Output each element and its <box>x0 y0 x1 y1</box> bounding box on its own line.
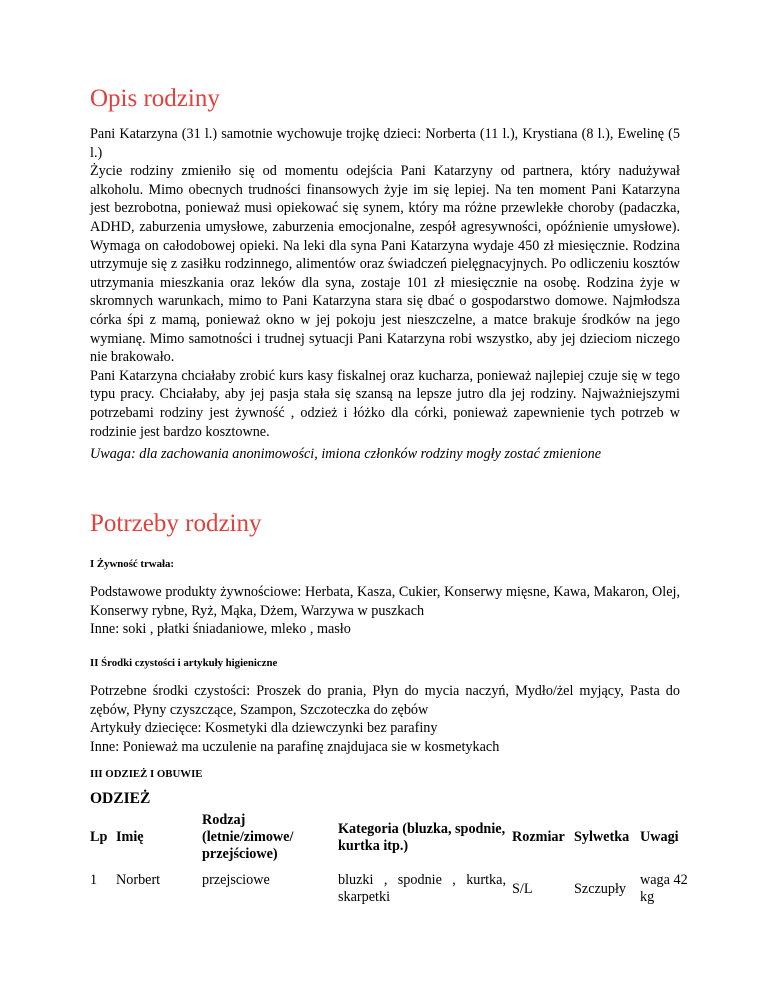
table-row <box>88 869 692 906</box>
clothing-table <box>88 812 692 906</box>
family-needs-heading: Potrzeby rodziny <box>90 510 262 537</box>
family-description <box>90 125 680 441</box>
hygiene-list <box>90 682 680 756</box>
column-header-type: Rodzaj (letnie/zimowe/ przejściowe) <box>202 812 294 862</box>
cell-figure: Szczupły <box>574 881 627 897</box>
hygiene-section-heading: II Środki czystości i artykuły higieniczne <box>90 657 278 669</box>
clothing-section-heading: III ODZIEŻ I OBUWIE <box>90 768 203 780</box>
column-header-figure: Sylwetka <box>574 829 630 845</box>
anonymity-note: Uwaga: dla zachowania anonimowości, imiona członków rodziny mogły zostać zmienione <box>90 446 601 462</box>
hygiene-children-items: Artykuły dziecięce: Kosmetyki dla dziewczynki bez parafiny <box>90 720 438 737</box>
description-paragraph: Pani Katarzyna (31 l.) samotnie wychowuje trojkę dzieci: Norberta (11 l.), Krystiana (8 l.), Ewelinę (5 l.) <box>90 126 680 161</box>
table-header-row <box>88 812 692 869</box>
column-header-category: Kategoria (bluzka, spodnie, kurtka itp.) <box>338 820 506 854</box>
cell-type: przejsciowe <box>202 872 270 888</box>
column-header-lp: Lp <box>90 829 108 845</box>
description-paragraph: Pani Katarzyna chciałaby zrobić kurs kasy fiskalnej oraz kucharza, ponieważ najlepiej czuje się w tego typu pracy. Chciałaby, aby jej pasja stała się szansą na lepsze jutro dla jej rodziny. Najważniejszymi potrzebami rodziny jest żywność , odzież i łóżko dla córki, ponieważ zapewnienie tych potrzeb w rodzinie jest bardzo kosztowne. <box>90 367 680 440</box>
description-paragraph: Życie rodziny zmieniło się od momentu odejścia Pani Katarzyny od partnera, który nadużywał alkoholu. Mimo obecnych trudności finansowych żyje im się lepiej. Na ten moment Pani Katarzyna jest bezrobotna, ponieważ musi opiekować się synem, który ma różne przewlekłe choroby (padaczka, ADHD, zaburzenia umysłowe, zaburzenia emocjonalne, zespół agresywności, opóźnienie umysłowe). Wymaga on całodobowej opieki. Na leki dla syna Pani Katarzyna wydaje 450 zł miesięcznie. Rodzina utrzymuje się z zasiłku rodzinnego, alimentów oraz świadczeń pielęgnacyjnych. Po odliczeniu kosztów utrzymania mieszkania oraz leków dla syna, zostaje 101 zł miesięcznie na osobę. Rodzina żyje w skromnych warunkach, mimo to Pani Katarzyna stara się dbać o gospodarstwo domowe. Najmłodsza córka śpi z mamą, ponieważ okno w jej pokoju jest nieszczelne, a matce brakuje środków na jego wymianę. Mimo samotności i trudnej sytuacji Pani Katarzyna robi wszystko, aby jej dzieciom niczego nie brakowało. <box>90 163 680 366</box>
hygiene-other: Inne: Ponieważ ma uczulenie na parafinę znajdujaca sie w kosmetykach <box>90 738 500 755</box>
food-section-heading: I Żywność trwała: <box>90 558 174 570</box>
cell-size: S/L <box>512 881 533 897</box>
food-list <box>90 583 680 639</box>
family-description-heading: Opis rodziny <box>90 85 220 112</box>
food-other: Inne: soki , płatki śniadaniowe, mleko , masło <box>90 621 351 638</box>
cell-notes: waga 42 kg <box>640 872 688 905</box>
hygiene-cleaning-products: Potrzebne środki czystości: Proszek do prania, Płyn do mycia naczyń, Mydło/żel myjący, Pasta do zębów, Płyny czyszczące, Szampon, Szczoteczka do zębów <box>90 683 680 718</box>
column-header-notes: Uwagi <box>640 829 679 845</box>
clothing-subheading: ODZIEŻ <box>90 790 151 807</box>
cell-name: Norbert <box>116 872 161 888</box>
column-header-size: Rozmiar <box>512 829 565 845</box>
food-basic-products: Podstawowe produkty żywnościowe: Herbata, Kasza, Cukier, Konserwy mięsne, Kawa, Makaron, Olej, Konserwy rybne, Ryż, Mąka, Dżem, Warzywa w puszkach <box>90 584 680 619</box>
cell-category: bluzki , spodnie , kurtka, skarpetki <box>338 872 506 905</box>
column-header-name: Imię <box>116 829 144 845</box>
cell-lp: 1 <box>90 872 98 888</box>
